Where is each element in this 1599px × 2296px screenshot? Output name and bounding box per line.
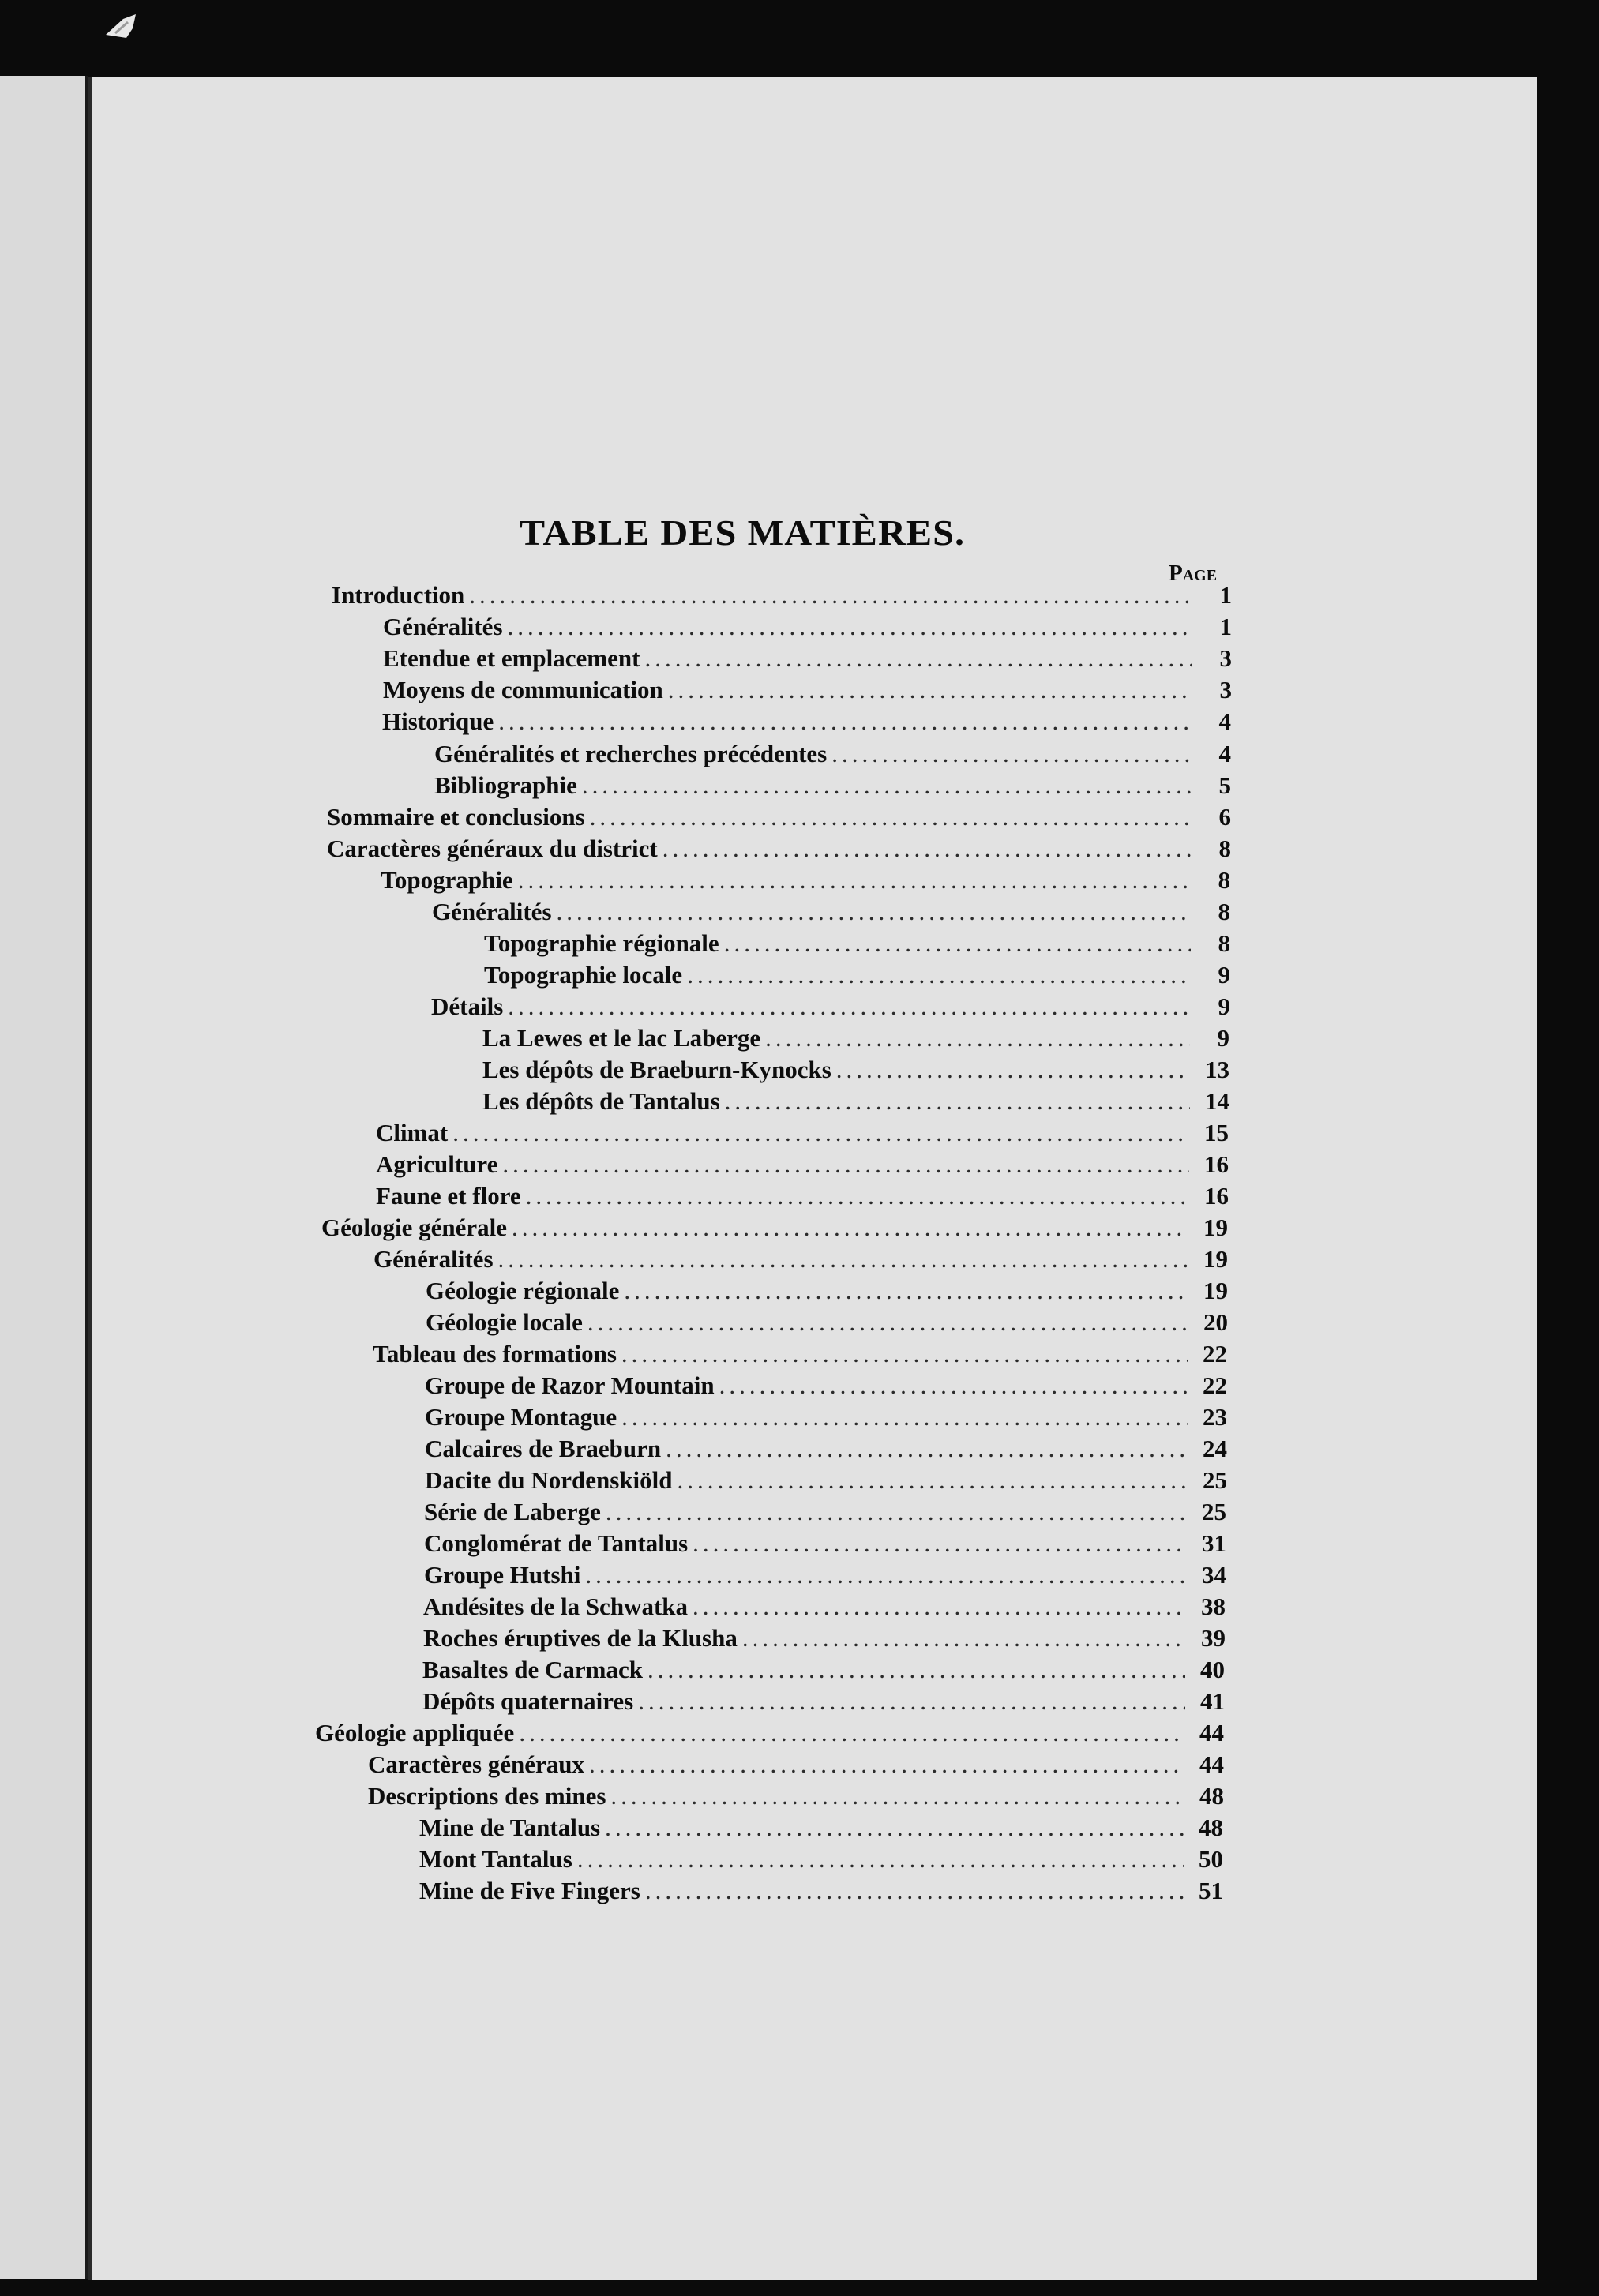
toc-entry-label: Mine de Tantalus [419,1814,601,1841]
toc-entry-page: 9 [1218,961,1230,989]
dot-leader [518,866,1191,895]
toc-entry-page: 1 [1219,613,1232,640]
toc-entry [419,1812,1223,1842]
toc-entry-label: Caractères généraux [368,1750,585,1778]
toc-entry [434,770,1231,800]
toc-entry [424,1559,1226,1589]
dot-leader [693,1529,1187,1558]
dot-leader [502,1150,1189,1179]
dot-leader [508,992,1191,1021]
toc-entry-label: Moyens de communication [383,676,663,703]
toc-entry-page: 34 [1202,1561,1226,1589]
toc-entry-page: 41 [1200,1687,1225,1715]
toc-entry-label: Groupe Hutshi [424,1561,581,1589]
toc-entry-label: Généralités [383,613,503,640]
toc-entry-label: Introduction [332,581,465,609]
dot-leader [831,740,1192,768]
toc-entry [376,1180,1229,1210]
toc-entry-label: Historique [382,707,494,735]
toc-entry-page: 48 [1199,1782,1224,1810]
toc-entry-page: 3 [1219,644,1232,672]
dot-leader [585,1561,1187,1589]
toc-entry-page: 8 [1218,866,1230,894]
toc-entry-label: Andésites de la Schwatka [423,1593,689,1620]
dot-leader [590,803,1192,831]
dot-leader [621,1340,1188,1368]
toc-entry [327,801,1231,831]
toc-entry-label: Climat [376,1119,449,1146]
toc-entry-page: 50 [1199,1845,1223,1873]
dot-leader [742,1624,1186,1653]
toc-entry-label: Conglomérat de Tantalus [424,1529,689,1557]
toc-entry-page: 25 [1203,1466,1227,1494]
dot-leader [577,1845,1184,1874]
toc-entry-label: Dépôts quaternaires [422,1687,634,1715]
toc-entry-page: 31 [1202,1529,1226,1557]
toc-entry-page: 19 [1203,1277,1228,1304]
toc-entry [482,1022,1229,1052]
toc-entry-label: Mont Tantalus [419,1845,572,1873]
toc-entry-page: 16 [1204,1150,1229,1178]
toc-entry [484,928,1230,958]
toc-entry [315,1717,1224,1747]
toc-entry [383,674,1232,704]
toc-entry-label: La Lewes et le lac Laberge [482,1024,761,1052]
dot-leader [605,1814,1184,1842]
toc-entry [373,1244,1228,1274]
dot-leader [498,1245,1188,1274]
toc-entry [422,1686,1225,1716]
toc-entry-page: 19 [1203,1214,1228,1241]
toc-entry-page: 1 [1219,581,1232,609]
toc-entry-label: Sommaire et conclusions [327,803,585,831]
toc-entry [422,1654,1225,1684]
dot-leader [606,1498,1187,1526]
toc-entry-page: 9 [1217,1024,1229,1052]
toc-entry-page: 51 [1199,1877,1223,1904]
toc-entry-page: 24 [1203,1435,1227,1462]
dot-leader [765,1024,1190,1052]
toc-entry-page: 6 [1218,803,1231,831]
dot-leader [624,1277,1188,1305]
toc-entry [424,1496,1226,1526]
toc-entry [431,991,1230,1021]
toc-entry-page: 16 [1204,1182,1229,1210]
toc-entry-label: Calcaires de Braeburn [425,1435,662,1462]
toc-entry-page: 25 [1202,1498,1226,1525]
dot-leader [582,771,1192,800]
toc-entry-label: Groupe Montague [425,1403,617,1431]
toc-entry [423,1623,1226,1653]
toc-entry-page: 44 [1199,1750,1224,1778]
toc-entry-page: 48 [1199,1814,1223,1841]
toc-entry-label: Agriculture [376,1150,498,1178]
dot-leader [519,1719,1184,1747]
toc-entry [373,1338,1227,1368]
toc-entry-label: Géologie régionale [426,1277,620,1304]
dot-leader [677,1466,1188,1495]
toc-entry [426,1307,1228,1337]
toc-entry-label: Série de Laberge [424,1498,601,1525]
toc-entry-label: Généralités [373,1245,494,1273]
toc-entry-label: Roches éruptives de la Klusha [423,1624,738,1652]
dot-leader [610,1782,1184,1810]
toc-entry-label: Bibliographie [434,771,577,799]
dot-leader [693,1593,1186,1621]
toc-entry-label: Géologie locale [426,1308,583,1336]
toc-entry [423,1591,1226,1621]
toc-entry-page: 44 [1199,1719,1224,1746]
toc-entry [425,1433,1227,1463]
toc-entry [426,1275,1228,1305]
dot-leader [589,1750,1184,1779]
toc-entry-label: Topographie locale [484,961,683,989]
toc-entry-label: Faune et flore [376,1182,521,1210]
page-column-heading: Page [1169,561,1218,586]
dot-leader [647,1656,1185,1684]
toc-entry [484,959,1230,989]
dot-leader [687,961,1191,989]
dot-leader [469,581,1192,610]
toc-entry-page: 4 [1218,740,1231,767]
dot-leader [587,1308,1188,1337]
toc-entry [482,1086,1229,1116]
dot-leader [644,644,1192,673]
toc-entry [482,1054,1229,1084]
dot-leader [526,1182,1189,1210]
toc-entry-page: 8 [1218,929,1230,957]
toc-entry-label: Généralités [432,898,552,925]
toc-entry-page: 38 [1201,1593,1226,1620]
dot-leader [719,1371,1188,1400]
toc-entry-page: 15 [1204,1119,1229,1146]
toc-entry [425,1370,1227,1400]
toc-entry [368,1749,1224,1779]
dot-leader [557,898,1191,926]
dot-leader [498,707,1192,736]
toc-entry [419,1875,1223,1905]
dot-leader [645,1877,1184,1905]
toc-entry-page: 9 [1218,992,1230,1020]
toc-entry-label: Dacite du Nordenskiöld [425,1466,673,1494]
toc-entry-label: Mine de Five Fingers [419,1877,640,1904]
dot-leader [508,613,1192,641]
toc-entry-label: Etendue et emplacement [383,644,640,672]
toc-entry-label: Détails [431,992,504,1020]
toc-entry-page: 4 [1218,707,1231,735]
toc-entry-label: Les dépôts de Tantalus [482,1087,720,1115]
toc-entry [376,1149,1229,1179]
toc-entry [425,1401,1227,1431]
dot-leader [512,1214,1188,1242]
toc-entry-page: 3 [1219,676,1232,703]
toc-entry-page: 22 [1203,1340,1227,1367]
toc-entry [381,865,1230,895]
dot-leader [638,1687,1185,1716]
toc-entry [425,1465,1227,1495]
toc-entry [382,706,1231,736]
toc-entry-label: Géologie appliquée [315,1719,515,1746]
toc-title: TABLE DES MATIÈRES. [519,512,966,553]
toc-entry [376,1117,1229,1147]
toc-entry-label: Caractères généraux du district [327,835,658,862]
toc-entry-label: Descriptions des mines [368,1782,606,1810]
dot-leader [621,1403,1188,1431]
toc-entry-page: 22 [1203,1371,1227,1399]
toc-entry [321,1212,1228,1242]
toc-entry-label: Groupe de Razor Mountain [425,1371,715,1399]
toc-entry [419,1844,1223,1874]
toc-entry-label: Géologie générale [321,1214,507,1241]
toc-entry-label: Tableau des formations [373,1340,617,1367]
toc-entry [434,738,1231,768]
toc-entry-page: 8 [1218,835,1231,862]
dot-leader [724,929,1191,958]
dot-leader [668,676,1192,704]
toc-entry [424,1528,1226,1558]
toc-entry-label: Basaltes de Carmack [422,1656,643,1683]
toc-entry [368,1780,1224,1810]
toc-entry-label: Topographie régionale [484,929,719,957]
toc-entry [383,643,1232,673]
dot-leader [666,1435,1188,1463]
dot-leader [662,835,1192,863]
toc-entry-label: Généralités et recherches précédentes [434,740,828,767]
toc-entry [327,833,1231,863]
toc-entry-page: 20 [1203,1308,1228,1336]
toc-entry-page: 19 [1203,1245,1228,1273]
toc-entry-page: 23 [1203,1403,1227,1431]
dot-leader [725,1087,1190,1116]
dot-leader [452,1119,1189,1147]
toc-entry-page: 8 [1218,898,1230,925]
toc-entry-page: 13 [1205,1056,1229,1083]
dot-leader [836,1056,1190,1084]
toc-entry-label: Les dépôts de Braeburn-Kynocks [482,1056,831,1083]
toc-entry-page: 14 [1205,1087,1229,1115]
toc-entry-label: Topographie [381,866,513,894]
toc-entry-page: 39 [1201,1624,1226,1652]
toc-entry [383,611,1232,641]
toc-entry-page: 40 [1200,1656,1225,1683]
toc-entry [332,580,1232,610]
toc-entry [432,896,1230,926]
toc-entry-page: 5 [1218,771,1231,799]
